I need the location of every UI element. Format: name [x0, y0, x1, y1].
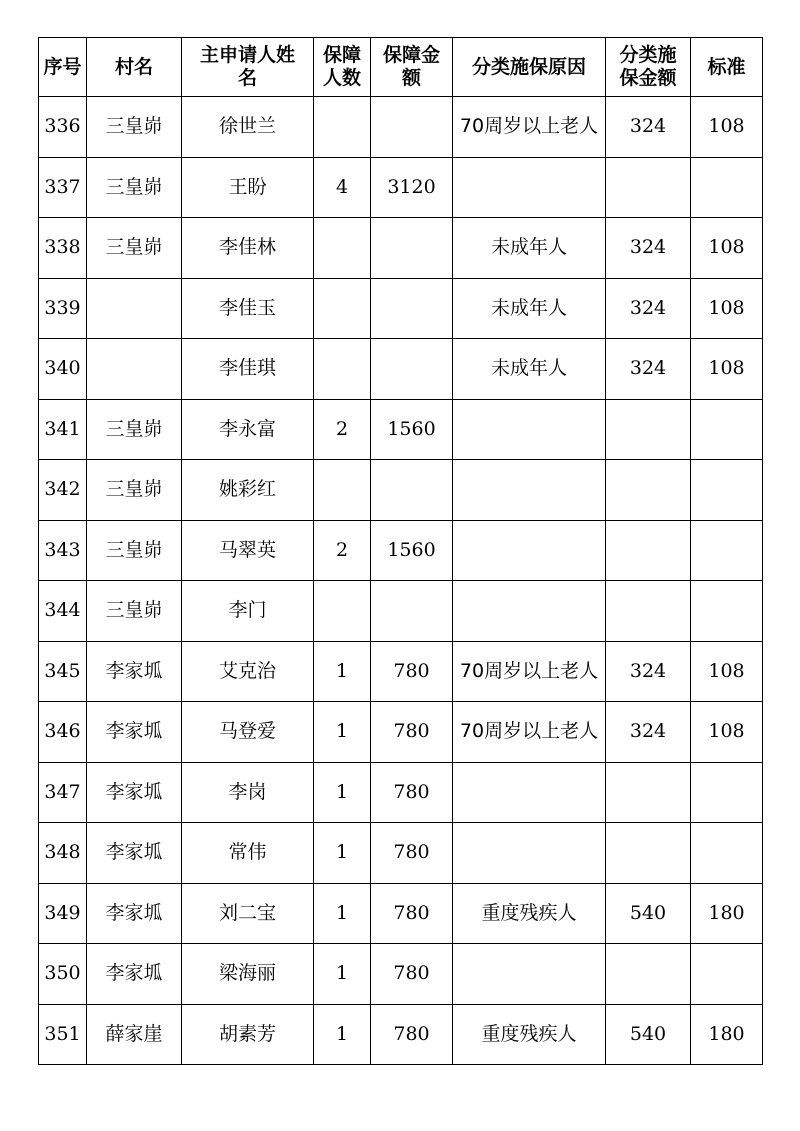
cell-seq: 344: [39, 581, 87, 642]
cell-seq: 343: [39, 520, 87, 581]
cell-amount: 780: [371, 944, 453, 1005]
cell-applicant: 常伟: [182, 823, 314, 884]
cell-applicant: 王盼: [182, 157, 314, 218]
header-reason: 分类施保原因: [453, 38, 606, 97]
header-applicant: 主申请人姓名: [182, 38, 314, 97]
cell-applicant: 马翠英: [182, 520, 314, 581]
cell-standard: [691, 399, 763, 460]
cell-reason: [453, 157, 606, 218]
table-body: [39, 97, 763, 1065]
table-row: [39, 823, 763, 884]
cell-reason: [453, 399, 606, 460]
table-row: [39, 944, 763, 1005]
cell-standard: [691, 581, 763, 642]
header-persons: 保障人数: [314, 38, 371, 97]
cell-seq: 346: [39, 702, 87, 763]
cell-class-amount: [606, 157, 691, 218]
cell-standard: 108: [691, 97, 763, 158]
cell-amount: [371, 581, 453, 642]
cell-applicant: 李门: [182, 581, 314, 642]
header-amount: 保障金额: [371, 38, 453, 97]
cell-applicant: 艾克治: [182, 641, 314, 702]
cell-class-amount: [606, 581, 691, 642]
cell-village: 李家坬: [87, 883, 182, 944]
header-standard: 标准: [691, 38, 763, 97]
cell-class-amount: 324: [606, 218, 691, 279]
cell-amount: 3120: [371, 157, 453, 218]
cell-seq: 339: [39, 278, 87, 339]
header-village: 村名: [87, 38, 182, 97]
table-row: [39, 460, 763, 521]
cell-seq: 349: [39, 883, 87, 944]
cell-seq: 340: [39, 339, 87, 400]
cell-class-amount: [606, 520, 691, 581]
cell-applicant: 胡素芳: [182, 1004, 314, 1065]
cell-reason: [453, 944, 606, 1005]
cell-applicant: 梁海丽: [182, 944, 314, 1005]
table-row: [39, 157, 763, 218]
cell-applicant: 姚彩红: [182, 460, 314, 521]
cell-amount: 780: [371, 641, 453, 702]
table-row: [39, 702, 763, 763]
cell-village: 李家坬: [87, 823, 182, 884]
cell-seq: 342: [39, 460, 87, 521]
cell-persons: 4: [314, 157, 371, 218]
cell-village: 薛家崖: [87, 1004, 182, 1065]
cell-amount: 780: [371, 883, 453, 944]
table-row: [39, 278, 763, 339]
table-row: [39, 581, 763, 642]
cell-persons: [314, 460, 371, 521]
cell-amount: [371, 278, 453, 339]
cell-persons: 1: [314, 762, 371, 823]
cell-reason: 未成年人: [453, 218, 606, 279]
cell-village: 三皇峁: [87, 460, 182, 521]
cell-standard: 180: [691, 883, 763, 944]
cell-amount: [371, 218, 453, 279]
cell-standard: 108: [691, 702, 763, 763]
cell-seq: 338: [39, 218, 87, 279]
cell-seq: 348: [39, 823, 87, 884]
cell-seq: 337: [39, 157, 87, 218]
table-row: [39, 520, 763, 581]
table-row: [39, 883, 763, 944]
cell-seq: 345: [39, 641, 87, 702]
cell-village: 三皇峁: [87, 399, 182, 460]
cell-amount: 780: [371, 762, 453, 823]
cell-class-amount: 540: [606, 883, 691, 944]
cell-persons: [314, 218, 371, 279]
cell-village: 李家坬: [87, 762, 182, 823]
cell-village: 三皇峁: [87, 218, 182, 279]
cell-standard: 108: [691, 339, 763, 400]
cell-class-amount: 324: [606, 97, 691, 158]
cell-class-amount: [606, 460, 691, 521]
cell-seq: 351: [39, 1004, 87, 1065]
table-row: [39, 399, 763, 460]
cell-standard: [691, 460, 763, 521]
cell-class-amount: 540: [606, 1004, 691, 1065]
cell-standard: 180: [691, 1004, 763, 1065]
cell-class-amount: [606, 823, 691, 884]
header-row: [39, 38, 763, 97]
header-seq: 序号: [39, 38, 87, 97]
cell-reason: 70周岁以上老人: [453, 97, 606, 158]
cell-class-amount: [606, 944, 691, 1005]
cell-reason: [453, 460, 606, 521]
cell-class-amount: 324: [606, 702, 691, 763]
cell-applicant: 李岗: [182, 762, 314, 823]
cell-village: 三皇峁: [87, 581, 182, 642]
cell-applicant: 刘二宝: [182, 883, 314, 944]
cell-class-amount: [606, 399, 691, 460]
cell-persons: 1: [314, 641, 371, 702]
cell-persons: 1: [314, 702, 371, 763]
cell-class-amount: 324: [606, 339, 691, 400]
header-class-amount: 分类施保金额: [606, 38, 691, 97]
cell-standard: 108: [691, 641, 763, 702]
cell-reason: 重度残疾人: [453, 1004, 606, 1065]
cell-reason: 未成年人: [453, 339, 606, 400]
cell-seq: 350: [39, 944, 87, 1005]
cell-reason: [453, 581, 606, 642]
cell-persons: 1: [314, 944, 371, 1005]
cell-standard: 108: [691, 218, 763, 279]
cell-class-amount: 324: [606, 641, 691, 702]
cell-amount: 780: [371, 702, 453, 763]
cell-persons: 1: [314, 823, 371, 884]
cell-persons: 1: [314, 1004, 371, 1065]
table-row: [39, 762, 763, 823]
cell-village: [87, 278, 182, 339]
cell-persons: [314, 278, 371, 339]
table-row: [39, 1004, 763, 1065]
cell-persons: [314, 97, 371, 158]
cell-reason: 未成年人: [453, 278, 606, 339]
cell-seq: 336: [39, 97, 87, 158]
cell-seq: 347: [39, 762, 87, 823]
cell-reason: [453, 762, 606, 823]
cell-persons: [314, 339, 371, 400]
cell-amount: [371, 460, 453, 521]
cell-amount: 1560: [371, 520, 453, 581]
cell-amount: 780: [371, 1004, 453, 1065]
cell-persons: 1: [314, 883, 371, 944]
cell-village: 李家坬: [87, 944, 182, 1005]
cell-standard: [691, 520, 763, 581]
cell-applicant: 李佳琪: [182, 339, 314, 400]
cell-standard: [691, 762, 763, 823]
cell-reason: 重度残疾人: [453, 883, 606, 944]
cell-applicant: 李佳林: [182, 218, 314, 279]
cell-persons: 2: [314, 399, 371, 460]
cell-persons: [314, 581, 371, 642]
cell-amount: 780: [371, 823, 453, 884]
cell-applicant: 徐世兰: [182, 97, 314, 158]
cell-standard: [691, 944, 763, 1005]
cell-village: 三皇峁: [87, 520, 182, 581]
cell-standard: [691, 823, 763, 884]
cell-seq: 341: [39, 399, 87, 460]
cell-amount: [371, 97, 453, 158]
cell-persons: 2: [314, 520, 371, 581]
table-row: [39, 218, 763, 279]
welfare-table: [38, 37, 763, 1065]
cell-class-amount: 324: [606, 278, 691, 339]
cell-standard: 108: [691, 278, 763, 339]
cell-standard: [691, 157, 763, 218]
cell-reason: 70周岁以上老人: [453, 702, 606, 763]
cell-amount: 1560: [371, 399, 453, 460]
cell-village: [87, 339, 182, 400]
cell-village: 三皇峁: [87, 97, 182, 158]
cell-village: 李家坬: [87, 641, 182, 702]
table-row: [39, 641, 763, 702]
table-row: [39, 339, 763, 400]
cell-village: 三皇峁: [87, 157, 182, 218]
cell-reason: [453, 823, 606, 884]
cell-reason: [453, 520, 606, 581]
cell-applicant: 李佳玉: [182, 278, 314, 339]
table-row: [39, 97, 763, 158]
cell-applicant: 李永富: [182, 399, 314, 460]
cell-village: 李家坬: [87, 702, 182, 763]
cell-applicant: 马登爱: [182, 702, 314, 763]
cell-amount: [371, 339, 453, 400]
cell-reason: 70周岁以上老人: [453, 641, 606, 702]
cell-class-amount: [606, 762, 691, 823]
